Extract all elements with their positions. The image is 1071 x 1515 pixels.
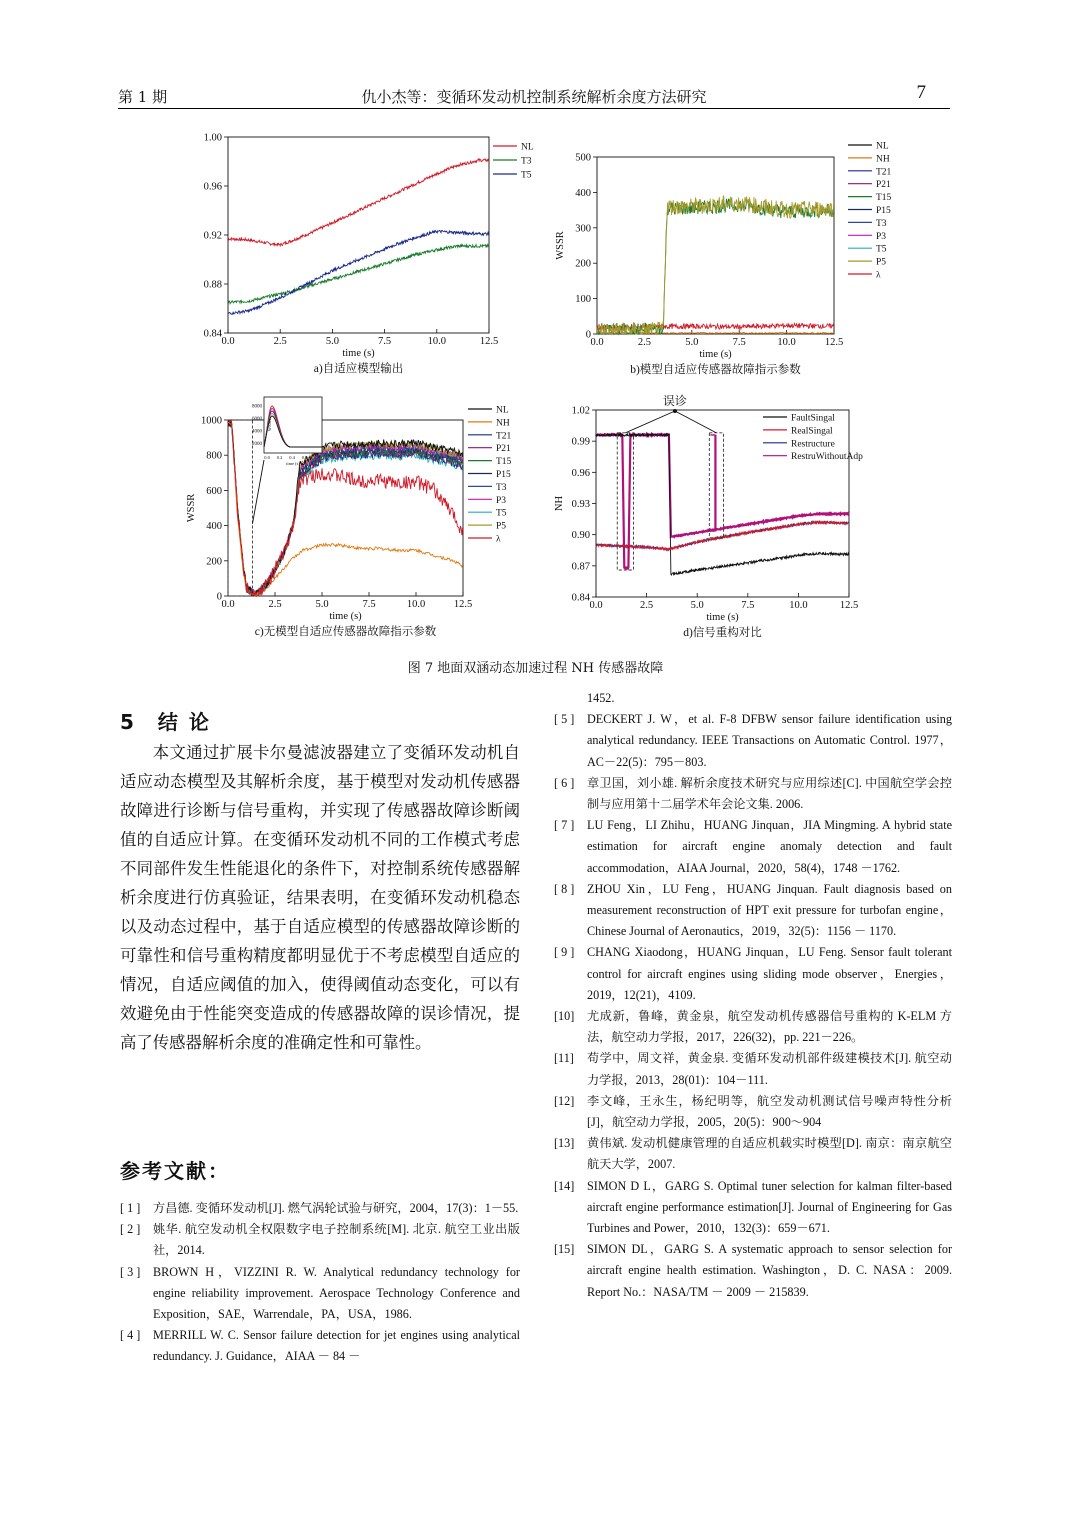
conclusion-paragraph: 本文通过扩展卡尔曼滤波器建立了变循环发动机自适应动态模型及其解析余度，基于模型对发动机传感器故障进行诊断与信号重构，并实现了传感器故障诊断阈值的自适应计算。在变循环发动机不同的工作模式考虑不同部件发生性能退化的条件下，对控制系统传感器解析余度进行仿真验证，结果表明，在变循环发动机稳态以及动态过程中，基于自适应模型的传感器故障诊断的可靠性和信号重构精度都明显优于不考虑模型自适应的情况，自适应阈值的加入，使得阈值动态变化，可以有效避免由于性能突变造成的传感器故障的误诊情况，提高了传感器解析余度的准确定性和可靠性。 <box>120 743 520 1052</box>
panel-label: b)模型自适应传感器故障指示参数 <box>630 364 801 376</box>
reference-number: [14] <box>554 1178 575 1193</box>
legend-label: T5 <box>521 170 532 181</box>
zoom-connector <box>252 460 264 524</box>
y-tick-label: 0.84 <box>571 592 590 604</box>
section-heading <box>120 706 211 735</box>
y-tick-label: 0.84 <box>203 328 222 340</box>
x-tick-label: 2.5 <box>640 600 654 611</box>
legend-label: P5 <box>876 257 887 268</box>
reference-list-left <box>120 1198 520 1368</box>
y-tick-label: 1000 <box>201 415 222 427</box>
x-tick-label: 10.0 <box>406 599 426 610</box>
legend-label: P15 <box>496 470 511 480</box>
inset-y-axis-label: WSSR <box>267 418 272 432</box>
reference-text: SIMON DL，GARG S. A systematic approach to sensor selection for aircraft engine health estimation. Washington，D. C. NASA：2009. Report No.：NASA/TM － 2009 － 215839. <box>587 1242 952 1299</box>
x-tick-label: 12.5 <box>839 600 859 611</box>
y-tick-label: 0.92 <box>203 230 222 242</box>
panel-label: a)自适应模型输出 <box>313 363 404 375</box>
legend-label: T15 <box>496 457 512 468</box>
legend-label: T21 <box>876 167 892 178</box>
reference-item <box>554 688 952 709</box>
y-tick-label: 400 <box>206 521 222 533</box>
y-tick-label: 0.88 <box>203 279 222 291</box>
x-tick-label: 7.5 <box>362 599 376 610</box>
inset-y-tick-label: 6000 <box>252 417 262 422</box>
page-number: 7 <box>916 82 926 103</box>
chart-panel-c <box>186 397 512 638</box>
legend-label: P3 <box>496 495 507 506</box>
reference-text: 方昌德. 变循环发动机[J]. 燃气涡轮试验与研究，2004，17(3)：1－55. <box>153 1201 519 1215</box>
reference-text: CHANG Xiaodong，HUANG Jinquan，LU Feng. Sensor fault tolerant control for aircraft engines using sliding mode observer，Energies，2019，12(21)，4109. <box>587 945 952 1002</box>
annotation-label: 误诊 <box>662 394 687 408</box>
reference-text: ZHOU Xin，LU Feng，HUANG Jinquan. Fault diagnosis based on measurement reconstruction of HPT exit pressure for turbofan engine，Chinese Journal of Aeronautics，2019，32(5)：1156 － 1170. <box>587 881 952 939</box>
y-tick-label: 0.96 <box>203 181 222 193</box>
x-axis-label: time (s) <box>706 612 739 623</box>
x-tick-label: 12.5 <box>479 336 499 347</box>
reference-text: 章卫国，刘小雄. 解析余度技术研究与应用综述[C]. 中国航空学会控制与应用第十二届学术年会论文集. 2006. <box>587 775 952 812</box>
reference-number: [13] <box>554 1136 575 1151</box>
y-tick-label: 200 <box>206 556 222 568</box>
x-tick-label: 10.0 <box>427 336 446 347</box>
legend-label: NH <box>496 418 510 429</box>
legend-label: RestruWithoutAdp <box>791 452 863 463</box>
inset-x-tick-label: 0.6 <box>301 455 308 460</box>
figure-7 <box>0 0 1071 680</box>
reference-item <box>554 1091 952 1133</box>
y-tick-label: 0.99 <box>571 436 590 448</box>
x-tick-label: 5.0 <box>315 599 329 610</box>
x-tick-label: 5.0 <box>325 336 339 347</box>
y-tick-label: 300 <box>575 223 591 235</box>
x-tick-label: 5.0 <box>690 600 704 611</box>
annotation-arrow <box>625 411 675 433</box>
reference-number: [ 3 ] <box>120 1264 141 1279</box>
reference-text: 黄伟斌. 发动机健康管理的自适应机载实时模型[D]. 南京：南京航空航天大学，2007. <box>587 1136 952 1172</box>
reference-item <box>554 942 952 1006</box>
figure-caption: 图 7 地面双涵动态加速过程 NH 传感器故障 <box>407 661 664 676</box>
x-axis-label: time (s) <box>342 348 375 359</box>
reference-item <box>120 1198 520 1219</box>
reference-list-right <box>554 688 952 1303</box>
legend-label: FaultSingal <box>791 413 835 424</box>
y-tick-label: 0 <box>585 329 591 341</box>
y-axis-label: NH <box>554 495 565 512</box>
reference-number: [ 5 ] <box>554 712 575 727</box>
y-tick-label: 400 <box>575 187 591 199</box>
x-axis-label: time (s) <box>699 349 732 360</box>
reference-item <box>554 1239 952 1303</box>
reference-text: 尤成新，鲁峰，黄金泉，航空发动机传感器信号重构的 K-ELM 方法，航空动力学报，2017，226(32)，pp. 221－226。 <box>587 1009 952 1045</box>
reference-number: [12] <box>554 1093 575 1108</box>
y-axis-label: WSSR <box>555 231 566 260</box>
inset-y-tick-label: 8000 <box>252 404 262 410</box>
y-tick-label: 100 <box>575 294 591 306</box>
reference-item <box>554 1133 952 1175</box>
x-tick-label: 12.5 <box>824 337 844 348</box>
y-tick-label: 0.90 <box>571 530 590 542</box>
legend-label: T5 <box>876 244 887 255</box>
y-tick-label: 0 <box>216 591 222 603</box>
series-line-P5 <box>597 196 834 334</box>
series-line-T3 <box>228 245 489 304</box>
inset-x-tick-label: 0.4 <box>289 455 295 460</box>
reference-number: [ 6 ] <box>554 775 575 790</box>
y-tick-label: 0.93 <box>571 499 590 510</box>
reference-item <box>554 1006 952 1048</box>
legend-label: NH <box>876 154 890 165</box>
reference-number: [10] <box>554 1009 575 1024</box>
legend-label: T3 <box>521 156 532 167</box>
zoom-box <box>228 420 252 596</box>
inset-x-tick-label: 0.8 <box>314 455 320 460</box>
running-title: 仇小杰等：变循环发动机控制系统解析余度方法研究 <box>361 88 707 106</box>
x-tick-label: 0.0 <box>589 600 603 611</box>
reference-text: 姚华. 航空发动机全权限数字电子控制系统[M]. 北京. 航空工业出版社，2014. <box>153 1222 520 1258</box>
reference-number: [11] <box>554 1051 574 1066</box>
reference-text: 苟学中，周文祥，黄金泉. 变循环发动机部件级建模技术[J]. 航空动力学报，2013，28(01)：104－111. <box>587 1051 952 1087</box>
legend-label: NL <box>521 142 534 153</box>
x-tick-label: 0.0 <box>590 337 604 348</box>
reference-number: [ 2 ] <box>120 1222 141 1237</box>
chart-panel-d <box>554 393 863 639</box>
reference-text: MERRILL W. C. Sensor failure detection for jet engines using analytical redundancy. J. Guidance，AIAA － 84 － <box>153 1328 520 1364</box>
reference-item <box>554 1048 952 1090</box>
reference-number: [ 9 ] <box>554 945 575 960</box>
plot-frame <box>596 410 849 597</box>
plot-frame <box>228 137 489 333</box>
references-heading: 参考文献： <box>120 1159 230 1183</box>
reference-number: [ 4 ] <box>120 1328 141 1343</box>
reference-item <box>554 773 952 815</box>
legend-label: RealSingal <box>791 426 833 437</box>
inset-y-tick-label: 4000 <box>252 429 262 435</box>
legend-label: T15 <box>876 193 892 204</box>
x-tick-label: 10.0 <box>777 337 796 348</box>
reference-item <box>120 1219 520 1261</box>
x-axis-label: time (s) <box>329 611 362 622</box>
reference-text: BROWN H，VIZZINI R. W. Analytical redundancy technology for engine reliability improvement. Aerospace Technology Conference and Exposition，SAE，Warrendale，PA，USA，1986. <box>153 1264 520 1322</box>
legend-label: P15 <box>876 206 891 216</box>
y-axis-label: WSSR <box>186 493 197 523</box>
y-tick-label: 200 <box>575 258 591 270</box>
legend-label: NL <box>876 141 889 152</box>
legend-label: P21 <box>876 180 891 191</box>
y-tick-label: 500 <box>575 152 591 164</box>
legend-label: T21 <box>496 431 512 442</box>
panel-label: d)信号重构对比 <box>683 627 762 639</box>
x-tick-label: 7.5 <box>732 337 746 348</box>
reference-number: [ 7 ] <box>554 818 575 833</box>
inset-x-axis-label: time (s) <box>286 461 300 466</box>
inset-x-tick-label: 0.0 <box>264 455 270 460</box>
legend-label: P21 <box>496 444 511 455</box>
y-tick-label: 800 <box>206 450 222 462</box>
series-line-T15 <box>597 199 834 334</box>
reference-text: SIMON D L，GARG S. Optimal tuner selection for kalman filter-based aircraft engine performance estimation[J]. Journal of Engineering for Gas Turbines and Power，2010，132(3)：659－671. <box>587 1178 952 1236</box>
inset-frame <box>264 397 322 453</box>
reference-item <box>554 1176 952 1240</box>
legend-label: T3 <box>496 482 507 493</box>
y-tick-label: 600 <box>206 485 222 497</box>
legend-label: NL <box>496 405 509 416</box>
issue-label: 第 1 期 <box>118 88 168 106</box>
reference-item <box>554 879 952 943</box>
legend-label: T5 <box>496 508 507 519</box>
y-tick-label: 1.02 <box>571 405 590 417</box>
legend-label: Restructure <box>791 439 835 450</box>
legend-label: T3 <box>876 218 887 229</box>
section-number: 5 <box>120 710 136 734</box>
legend-label: P3 <box>876 231 887 242</box>
legend-label: λ <box>876 270 881 281</box>
section-title: 结 论 <box>157 710 211 734</box>
legend-label: λ <box>496 534 501 545</box>
reference-text: 李文峰，王永生，杨纪明等，航空发动机测试信号噪声特性分析[J]，航空动力学报，2005，20(5)：900～904 <box>587 1093 952 1130</box>
x-tick-label: 7.5 <box>378 336 392 347</box>
y-tick-label: 1.00 <box>203 132 222 144</box>
annotation-arrow <box>675 411 716 433</box>
plot-frame <box>597 157 834 334</box>
x-tick-label: 7.5 <box>741 600 755 611</box>
chart-panel-a <box>204 133 534 376</box>
reference-text: 1452. <box>587 691 615 705</box>
inset-y-tick-label: 2000 <box>252 442 262 447</box>
y-tick-label: 0.96 <box>571 467 590 479</box>
reference-text: LU Feng，LI Zhihu，HUANG Jinquan，JIA Mingming. A hybrid state estimation for aircraft engine anomaly detection and fault accommodation，AIAA Journal，2020，58(4)，1748 －1762. <box>587 818 952 875</box>
reference-number: [15] <box>554 1242 575 1257</box>
reference-item <box>554 815 952 879</box>
x-tick-label: 2.5 <box>637 337 651 348</box>
reference-item <box>120 1325 520 1367</box>
x-tick-label: 0.0 <box>221 599 235 610</box>
series-line-NL <box>228 420 463 596</box>
reference-item <box>554 709 952 773</box>
x-tick-label: 2.5 <box>273 336 287 347</box>
panel-label: c)无模型自适应传感器故障指示参数 <box>254 626 437 638</box>
x-tick-label: 2.5 <box>268 599 282 610</box>
x-tick-label: 10.0 <box>789 600 808 611</box>
x-tick-label: 0.0 <box>221 336 235 347</box>
chart-panel-b <box>555 142 892 377</box>
reference-text: DECKERT J. W，et al. F-8 DFBW sensor failure identification using analytical redundancy. IEEE Transactions on Automatic Control. 1977，AC－22(5)：795－803. <box>587 712 952 769</box>
inset-x-tick-label: 0.2 <box>276 455 283 460</box>
reference-number: [ 1 ] <box>120 1201 141 1215</box>
reference-number: [ 8 ] <box>554 881 575 896</box>
legend-label: P5 <box>496 521 507 532</box>
x-tick-label: 5.0 <box>685 337 699 348</box>
annotation-dot <box>673 409 677 413</box>
reference-item <box>120 1262 520 1326</box>
y-tick-label: 0.87 <box>571 561 590 573</box>
x-tick-label: 12.5 <box>453 599 473 610</box>
